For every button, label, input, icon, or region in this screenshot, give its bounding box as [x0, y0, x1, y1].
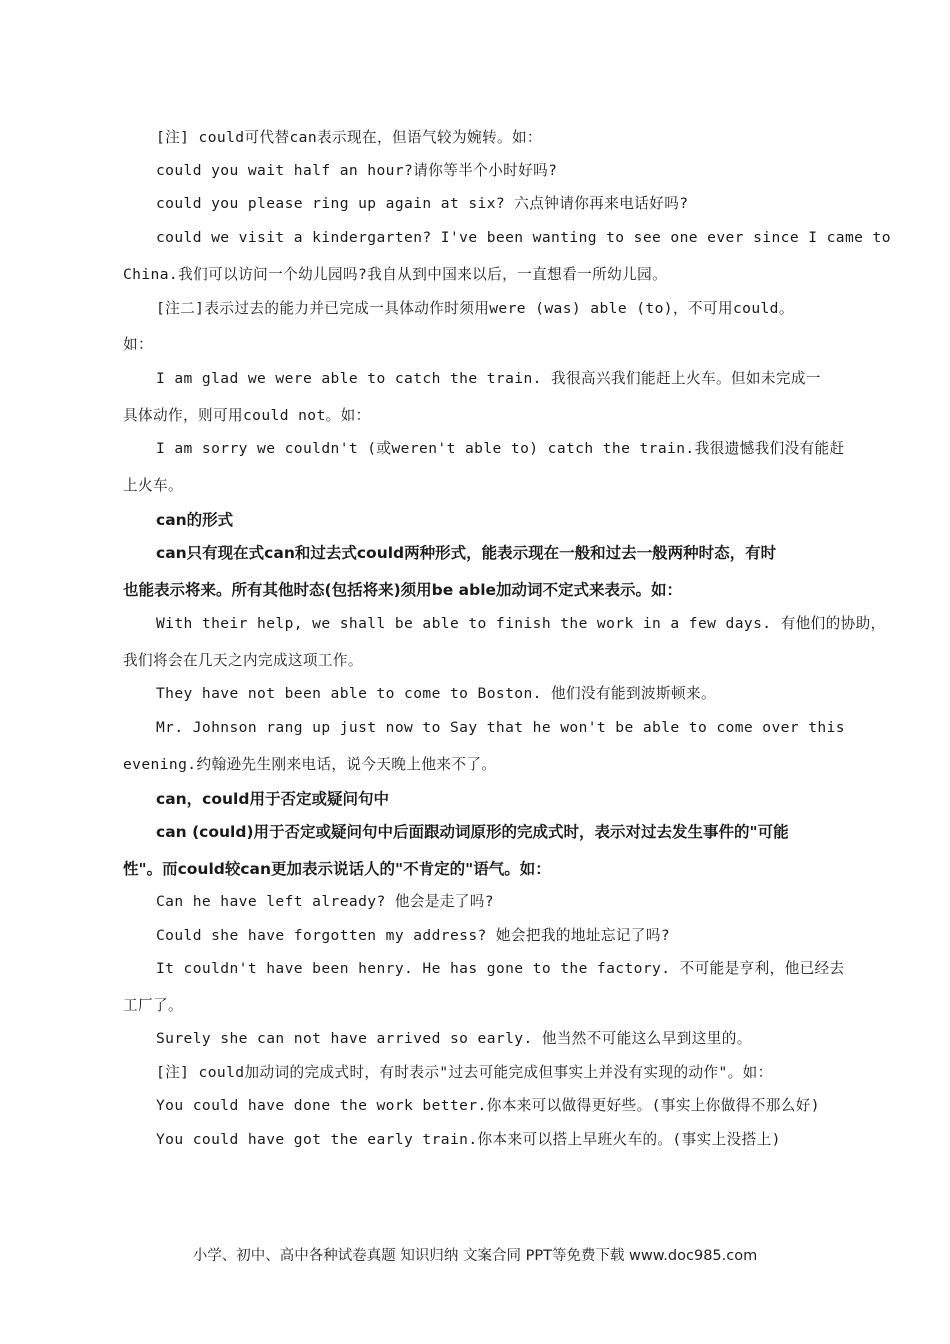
page-footer: 小学、初中、高中各种试卷真题 知识归纳 文案合同 PPT等免费下载 www.doc985.com [192, 1248, 758, 1264]
example-line: They have not been able to come to Boston. 他们没有能到波斯顿来。 [156, 685, 716, 702]
example-line: could we visit a kindergarten? I've been wanting to see one ever since I came to [156, 229, 891, 246]
section-heading-negative-question: can，could用于否定或疑问句中 [156, 790, 389, 808]
example-line-cont: China.我们可以访问一个幼儿园吗?我自从到中国来以后，一直想看一所幼儿园。 [123, 266, 668, 283]
note-could-perfect: [注] could加动词的完成式时，有时表示"过去可能完成但事实上并没有实现的动作"。如： [156, 1064, 773, 1081]
bold-paragraph-cont: 性"。而could较can更加表示说话人的"不肯定的"语气。如： [123, 860, 551, 878]
example-line: Mr. Johnson rang up just now to Say that he won't be able to come over this [156, 719, 845, 736]
example-line: I am glad we were able to catch the train. 我很高兴我们能赶上火车。但如未完成一 [156, 370, 821, 387]
example-line: Could she have forgotten my address? 她会把我的地址忘记了吗? [156, 927, 671, 944]
example-line: Surely she can not have arrived so early. 他当然不可能这么早到这里的。 [156, 1030, 752, 1047]
example-line-cont: evening.约翰逊先生刚来电话，说今天晚上他来不了。 [123, 756, 497, 773]
note-two: [注二]表示过去的能力并已完成一具体动作时须用were (was) able (to)，不可用could。 [156, 300, 794, 317]
bold-paragraph-cont: 也能表示将来。所有其他时态(包括将来)须用be able加动词不定式来表示。如： [123, 581, 683, 599]
note-could-polite: [注] could可代替can表示现在，但语气较为婉转。如： [156, 129, 542, 146]
example-line: Can he have left already? 他会是走了吗? [156, 893, 494, 910]
example-line: You could have got the early train.你本来可以搭上早班火车的。(事实上没搭上) [156, 1131, 781, 1148]
example-line: could you wait half an hour?请你等半个小时好吗? [156, 162, 558, 179]
example-line-cont: 上火车。 [123, 477, 183, 494]
note-two-cont: 如： [123, 336, 153, 353]
bold-paragraph: can (could)用于否定或疑问句中后面跟动词原形的完成式时，表示对过去发生事件的"可能 [156, 823, 789, 841]
example-line-cont: 具体动作，则可用could not。如： [123, 407, 371, 424]
example-line: could you please ring up again at six? 六点钟请你再来电话好吗? [156, 195, 689, 212]
example-line: With their help, we shall be able to finish the work in a few days. 有他们的协助， [156, 615, 886, 632]
example-line: You could have done the work better.你本来可以做得更好些。(事实上你做得不那么好) [156, 1097, 820, 1114]
section-heading-can-forms: can的形式 [156, 511, 234, 529]
example-line-cont: 我们将会在几天之内完成这项工作。 [123, 652, 363, 669]
bold-paragraph: can只有现在式can和过去式could两种形式，能表示现在一般和过去一般两种时态，有时 [156, 544, 777, 562]
example-line-cont: 工厂了。 [123, 997, 183, 1014]
example-line: It couldn't have been henry. He has gone to the factory. 不可能是亨利，他已经去 [156, 960, 845, 977]
example-line: I am sorry we couldn't (或weren't able to) catch the train.我很遗憾我们没有能赶 [156, 440, 845, 457]
